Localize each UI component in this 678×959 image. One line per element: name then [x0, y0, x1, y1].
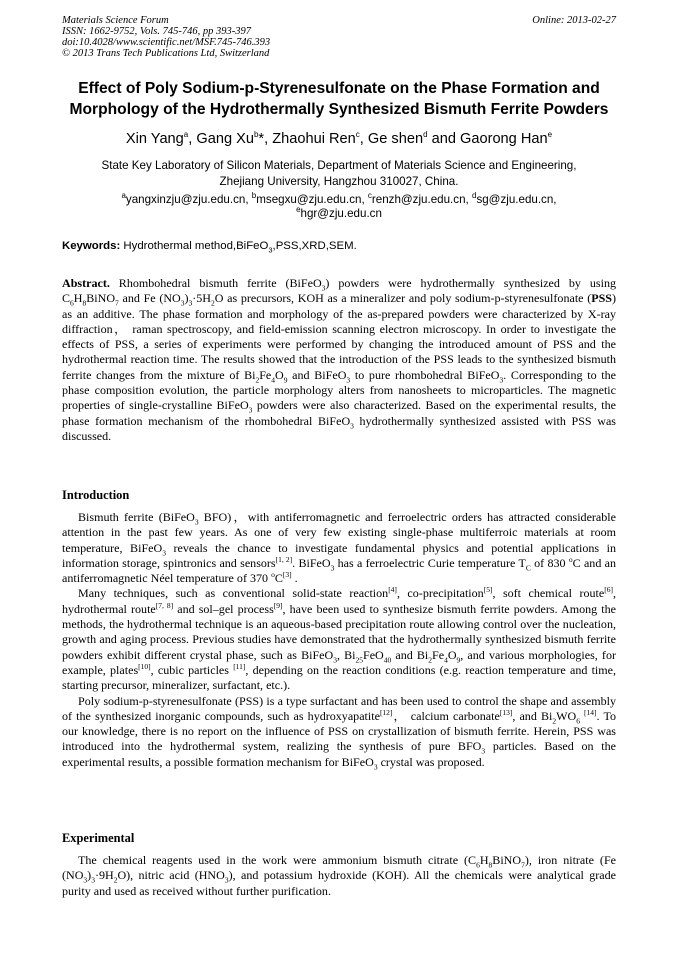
keywords-text: ,PSS,XRD,SEM.: [272, 240, 357, 252]
text-run: ), iron nitrate (Fe (NO: [62, 853, 616, 883]
text-run: Poly sodium-p-styrenesulfonate (PSS) is a type surfactant and has been used to control the shape and assembly of the synthesized inorganic compounds, such as hydroxyapatite: [62, 693, 616, 723]
introduction-paragraph: [62, 694, 616, 770]
subscript-text: 3: [333, 655, 337, 665]
keywords-text: Hydrothermal method,BiFeO: [120, 240, 269, 252]
subscript-text: 2: [428, 655, 433, 665]
subscript-text: 4: [271, 375, 276, 385]
title-line-1: Effect of Poly Sodium-p-Styrenesulfonate on the Phase Formation and: [78, 80, 600, 97]
text-run: H: [73, 291, 83, 306]
text-run: . To our knowledge, there is no report on the influence of PSS on crystallization of bismuth ferrite. Herein, PSS was introduced into the hydrothermal system, realizing the synthesis of pure BFO: [62, 708, 616, 754]
author-list: [20, 130, 658, 148]
affiliation: [40, 158, 638, 190]
subscript-text: 3: [373, 762, 378, 772]
text-run: PSS: [591, 291, 612, 306]
text-run: , cubic particles: [150, 662, 234, 677]
doi-line[interactable]: doi:10.4028/www.scientific.net/MSF.745-746.393: [62, 37, 271, 48]
text-run: O: [275, 367, 284, 382]
text-run: and Bi: [391, 647, 429, 662]
email-mark: d: [471, 191, 477, 201]
text-run: Bismuth ferrite (BiFeO: [78, 510, 195, 524]
introduction-paragraph: [62, 510, 616, 586]
subscript-text: 6: [476, 860, 480, 870]
superscript-text: [7, 8]: [155, 600, 174, 610]
text-run: has a ferroelectric Curie temperature T: [334, 555, 526, 570]
copyright-line: © 2013 Trans Tech Publications Ltd, Switzerland: [62, 48, 270, 59]
subscript-text: 9: [456, 655, 461, 665]
subscript-text: 3: [330, 563, 335, 573]
text-run: BFO)，with antiferromagnetic and ferroelectric orders has attracted considerable attention in the past few years. As one of very few existing single-phase multiferroic materials at room temperature, BiFeO: [62, 510, 616, 555]
text-run: FeO: [363, 647, 384, 662]
superscript-text: [1, 2]: [275, 554, 293, 564]
text-run: .: [291, 571, 298, 586]
subscript-text: 2: [552, 716, 557, 726]
subscript-text: 3: [83, 875, 88, 885]
text-run: WO: [556, 708, 577, 723]
subscript-text: 3: [162, 548, 166, 557]
superscript-text: [10]: [138, 661, 151, 671]
subscript-text: 2: [113, 875, 118, 885]
subscript-text: 2: [211, 298, 215, 308]
subscript-text: 3: [350, 421, 354, 431]
subscript-text: 25: [355, 655, 363, 665]
subscript-text: C: [525, 563, 531, 573]
text-run: ): [184, 291, 189, 306]
text-run: , and Bi: [512, 708, 553, 723]
text-run: ) powders were hydrothermally synthesized by using C: [62, 276, 616, 306]
author-name: Gang Xu: [196, 131, 254, 147]
text-run: , depending on the reaction conditions (e.g. reaction temperature and time, starting precursor, mineralizer, surfactant, etc.).: [62, 662, 616, 693]
affiliation-line-1: State Key Laboratory of Silicon Materials, Department of Materials Science and Engineering,: [101, 159, 577, 172]
email-mark: b: [251, 191, 257, 201]
journal-name: Materials Science Forum: [62, 15, 169, 26]
abstract-label: Abstract.: [62, 276, 110, 290]
experimental-heading: Experimental: [62, 831, 135, 845]
abstract-paragraph: [62, 276, 616, 444]
author-mark: a: [183, 130, 189, 140]
author-sep: ,: [188, 131, 197, 147]
experimental-section: [62, 853, 616, 899]
superscript-text: [14]: [584, 707, 597, 717]
author-name: Zhaohui Ren: [272, 131, 356, 147]
text-run: . BiFeO: [292, 555, 331, 570]
text-run: BiNO: [86, 291, 116, 306]
subscript-text: 3: [91, 875, 95, 885]
text-run: C and an antiferromagnetic Néel temperature of 370: [62, 555, 617, 586]
text-run: ) as an additive. The phase formation and morphology of the as-prepared powders were characterized by X-ray diffraction， raman spectroscopy, and field-emission scanning electron microscopy. In order to investigate the effects of PSS, a series of experiments were performed by changing the introduced amount of PSS and the hydrothermal reaction time. The results showed that the introduction of the PSS leads to the synthesized bismuth ferrite changes from the mixture of Bi: [62, 291, 616, 382]
text-run: , Bi: [336, 647, 356, 662]
keywords-sub: 3: [268, 245, 273, 255]
abstract-body: [62, 276, 616, 443]
superscript-text: [13]: [499, 707, 513, 717]
text-run: of 830: [530, 555, 569, 570]
author-mark: e: [547, 130, 553, 140]
email-list: [40, 193, 638, 221]
text-run: C: [274, 571, 283, 586]
superscript-text: [12]: [379, 707, 393, 717]
affiliation-line-2: Zhejiang University, Hangzhou 310027, China.: [219, 175, 459, 188]
subscript-text: 7: [521, 860, 525, 870]
text-run: Fe: [432, 647, 445, 662]
text-run: ), and potassium hydroxide (KOH). All the chemicals were analytical grade purity and used as received without further purification.: [62, 868, 617, 898]
text-run: , soft chemical route: [492, 586, 605, 601]
subscript-text: 3: [321, 283, 326, 293]
text-run: O: [447, 647, 457, 662]
introduction-paragraph: [62, 586, 616, 693]
superscript-text: [9]: [273, 600, 283, 610]
author-sep: and: [427, 131, 460, 147]
subscript-text: 3: [499, 375, 504, 385]
email-link[interactable]: hgr@zju.edu.cn: [300, 207, 382, 220]
text-run: The chemical reagents used in the work were ammonium bismuth citrate (C: [78, 853, 477, 867]
introduction-heading: Introduction: [62, 488, 130, 502]
email-mark: e: [296, 205, 301, 215]
text-run: ·5H: [192, 291, 211, 306]
subscript-text: 8: [82, 298, 87, 308]
text-run: , co-precipitation: [396, 586, 484, 601]
author-sep: ,: [359, 131, 368, 147]
email-mark: c: [367, 191, 372, 201]
author-mark: d: [423, 130, 428, 140]
text-run: and Fe (NO: [118, 291, 181, 306]
introduction-section: [62, 510, 616, 770]
abstract: [62, 276, 616, 444]
superscript-text: o: [271, 570, 275, 580]
text-run: Many techniques, such as conventional solid-state reaction: [78, 586, 389, 601]
subscript-text: 3: [346, 375, 351, 385]
email-link[interactable]: msegxu@zju.edu.cn,: [256, 193, 368, 206]
subscript-text: 2: [255, 375, 260, 385]
text-run: , have been used to synthesize bismuth ferrite powders. Among the methods, the hydrothermal technique is an aqueous-based precipitation route allowing control over the nucleation, growth and aging process. Previous studies have demonstrated that the hydrothermally synthesized bismuth ferrite powders exhibit different crystal phase, such as BiFeO: [62, 601, 616, 662]
text-run: ): [87, 868, 92, 883]
text-run: ·9H: [94, 868, 114, 883]
text-run: hydrothermally synthesized assisted with PSS was discussed.: [62, 413, 616, 443]
title-line-2: Morphology of the Hydrothermally Synthesized Bismuth Ferrite Powders: [69, 101, 609, 118]
email-link[interactable]: renzh@zju.edu.cn,: [371, 193, 472, 206]
author-sep: *,: [258, 131, 273, 147]
email-link[interactable]: sg@zju.edu.cn,: [476, 193, 557, 206]
author-name: Ge shen: [367, 131, 424, 147]
online-date: Online: 2013-02-27: [532, 15, 616, 26]
subscript-text: 3: [188, 298, 193, 308]
subscript-text: 3: [180, 298, 185, 308]
email-link[interactable]: yangxinzju@zju.edu.cn,: [125, 193, 252, 206]
subscript-text: 3: [224, 875, 229, 885]
text-run: , and various morphologies, for example, plates: [62, 647, 616, 677]
keywords-label: Keywords:: [62, 240, 121, 252]
subscript-text: 3: [481, 746, 486, 756]
text-run: O as precursors, KOH as a mineralizer and poly sodium-p-styrenesulfonate (: [214, 291, 592, 306]
text-run: particles. Based on the experimental results, a possible formation mechanism for BiFeO: [62, 739, 616, 769]
subscript-text: 6: [576, 716, 580, 726]
superscript-text: [11]: [233, 661, 246, 671]
keywords: [62, 240, 357, 255]
issn-line: ISSN: 1662-9752, Vols. 745-746, pp 393-397: [62, 26, 251, 37]
subscript-text: 7: [115, 298, 119, 308]
author-mark: b: [253, 130, 259, 140]
text-run: powders were also characterized. Based on the experimental results, the phase formation mechanism of the rhombohedral BiFeO: [62, 398, 616, 428]
text-run: H: [479, 853, 489, 867]
email-mark: a: [121, 191, 126, 201]
superscript-text: [6]: [604, 585, 613, 595]
superscript-text: o: [568, 554, 573, 564]
text-run: and sol–gel process: [173, 601, 274, 616]
subscript-text: 40: [383, 655, 392, 665]
subscript-text: 3: [248, 405, 253, 415]
text-run: crystal was proposed.: [377, 754, 485, 769]
superscript-text: [5]: [483, 585, 493, 595]
subscript-text: 4: [444, 655, 448, 665]
subscript-text: 9: [283, 375, 288, 385]
text-run: to pure rhombohedral BiFeO: [350, 367, 500, 382]
superscript-text: [3]: [282, 570, 292, 580]
subscript-text: 3: [194, 517, 199, 527]
text-run: , hydrothermal route: [62, 586, 616, 616]
text-run: and BiFeO: [287, 367, 347, 382]
journal-header: [62, 15, 270, 59]
text-run: reveals the chance to investigate fundamental physics and potential applications in information storage, spintronics and sensors: [62, 540, 616, 570]
subscript-text: 6: [70, 298, 74, 308]
subscript-text: 8: [488, 860, 493, 870]
text-run: ， calcium carbonate: [392, 708, 500, 723]
author-name: Xin Yang: [125, 131, 184, 147]
text-run: . Corresponding to the phase composition evolution, the particle morphology alters from nanosheets to microparticles. The magnetic properties of single-crystalline BiFeO: [62, 367, 617, 413]
text-run: O), nitric acid (HNO: [117, 868, 225, 883]
text-run: Fe: [259, 367, 272, 382]
author-name: Gaorong Han: [460, 131, 548, 147]
experimental-paragraph: [62, 853, 616, 899]
text-run: Rhombohedral bismuth ferrite (BiFeO: [109, 276, 322, 290]
paper-title: [40, 78, 638, 120]
text-run: BiNO: [492, 853, 522, 867]
superscript-text: [4]: [388, 585, 397, 595]
author-mark: c: [355, 130, 360, 140]
